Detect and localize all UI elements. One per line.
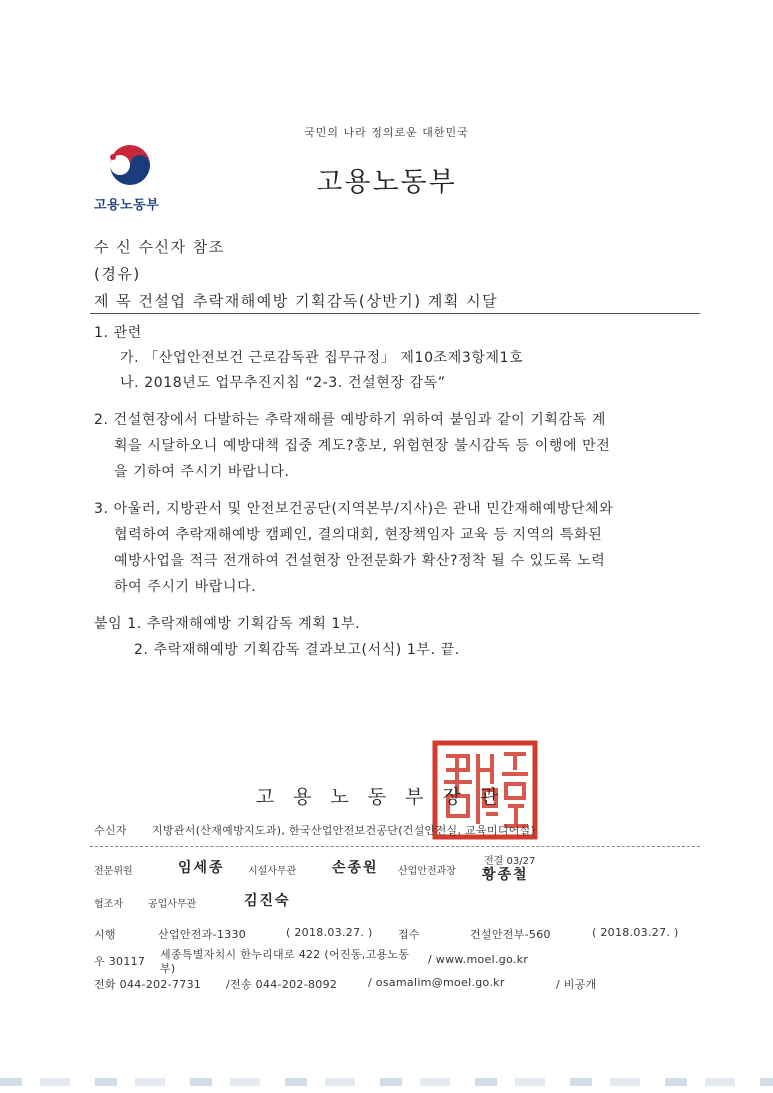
recipient-line: 수 신 수신자 참조: [94, 238, 225, 256]
signature-title: 고용노동부장관: [255, 786, 518, 808]
approval-role: 시설사무관: [248, 866, 297, 877]
slogan: 국민의 나라 정의로운 대한민국: [304, 126, 469, 139]
disclosure-status: / 비공개: [556, 978, 597, 991]
address-line: 세종특별자치시 한누리대로 422 (어진동,고용노동: [160, 948, 410, 961]
recipients-label: 수신자: [94, 824, 127, 837]
enforce-label: 시행: [94, 928, 116, 941]
approval-note: 전결 03/27: [484, 856, 536, 867]
body-line: 을 기하여 주시기 바랍니다.: [114, 464, 290, 480]
body-line: 획을 시달하오니 예방대책 집중 계도?홍보, 위험현장 불시감독 등 이행에 만전: [114, 438, 611, 454]
body-line: 가. 「산업안전보건 근로감독관 집무규정」 제10조제3항제1호: [120, 350, 524, 366]
via-line: (경유): [94, 265, 141, 283]
receive-number: 건설안전부-560: [470, 928, 551, 941]
scan-edge: [0, 1078, 773, 1086]
body-line: 나. 2018년도 업무추진지침 “2-3. 건설현장 감독”: [120, 375, 446, 391]
email-link[interactable]: / osamalim@moel.go.kr: [368, 976, 505, 989]
receive-label: 접수: [398, 928, 420, 941]
approval-name: 황종철: [482, 867, 529, 883]
recipients-value: 지방관서(산재예방지도과), 한국산업안전보건공단(건설안전실, 교육미디어실): [152, 824, 536, 837]
address-line: 부): [160, 962, 176, 975]
postal-code: 우 30117: [94, 955, 146, 968]
body-line: 3. 아울러, 지방관서 및 안전보건공단(지역본부/지사)은 관내 민간재해예방단체와: [94, 501, 614, 517]
phone-number: 전화 044-202-7731: [94, 978, 202, 991]
enforce-number: 산업안전과-1330: [158, 928, 247, 941]
approval-role: 산업안전과장: [398, 866, 456, 877]
receive-date: ( 2018.03.27. ): [592, 926, 679, 939]
enforce-date: ( 2018.03.27. ): [286, 926, 373, 939]
recipients-divider: [90, 846, 700, 847]
approval-name: 김진숙: [244, 893, 291, 909]
approval-name: 임세종: [178, 860, 225, 876]
ministry-title: 고용노동부: [316, 167, 457, 198]
approval-role: 공업사무관: [148, 899, 197, 910]
cooperator-label: 협조자: [94, 899, 123, 910]
attachment-line: 붙임 1. 추락재해예방 기획감독 계획 1부.: [94, 616, 361, 632]
approval-role: 전문위원: [94, 866, 133, 877]
body-line: 하여 주시기 바랍니다.: [114, 579, 257, 595]
body-line: 1. 관련: [94, 325, 142, 341]
body-line: 예방사업을 적극 전개하여 건설현장 안전문화가 확산?정착 될 수 있도록 노력: [114, 553, 606, 569]
fax-number: /전송 044-202-8092: [226, 978, 338, 991]
body-line: 2. 건설현장에서 다발하는 추락재해를 예방하기 위하여 붙임과 같이 기획감독 계: [94, 412, 606, 428]
logo-text: 고용노동부: [94, 198, 160, 213]
attachment-line: 2. 추락재해예방 기획감독 결과보고(서식) 1부. 끝.: [134, 642, 460, 658]
subject-divider: [90, 313, 700, 314]
subject-line: 제 목 건설업 추락재해예방 기획감독(상반기) 계획 시달: [94, 292, 499, 310]
body-line: 협력하여 추락재해예방 캠페인, 결의대회, 현장책임자 교육 등 지역의 특화된: [114, 527, 603, 543]
website-link[interactable]: / www.moel.go.kr: [428, 953, 529, 966]
approval-name: 손종원: [332, 860, 379, 876]
